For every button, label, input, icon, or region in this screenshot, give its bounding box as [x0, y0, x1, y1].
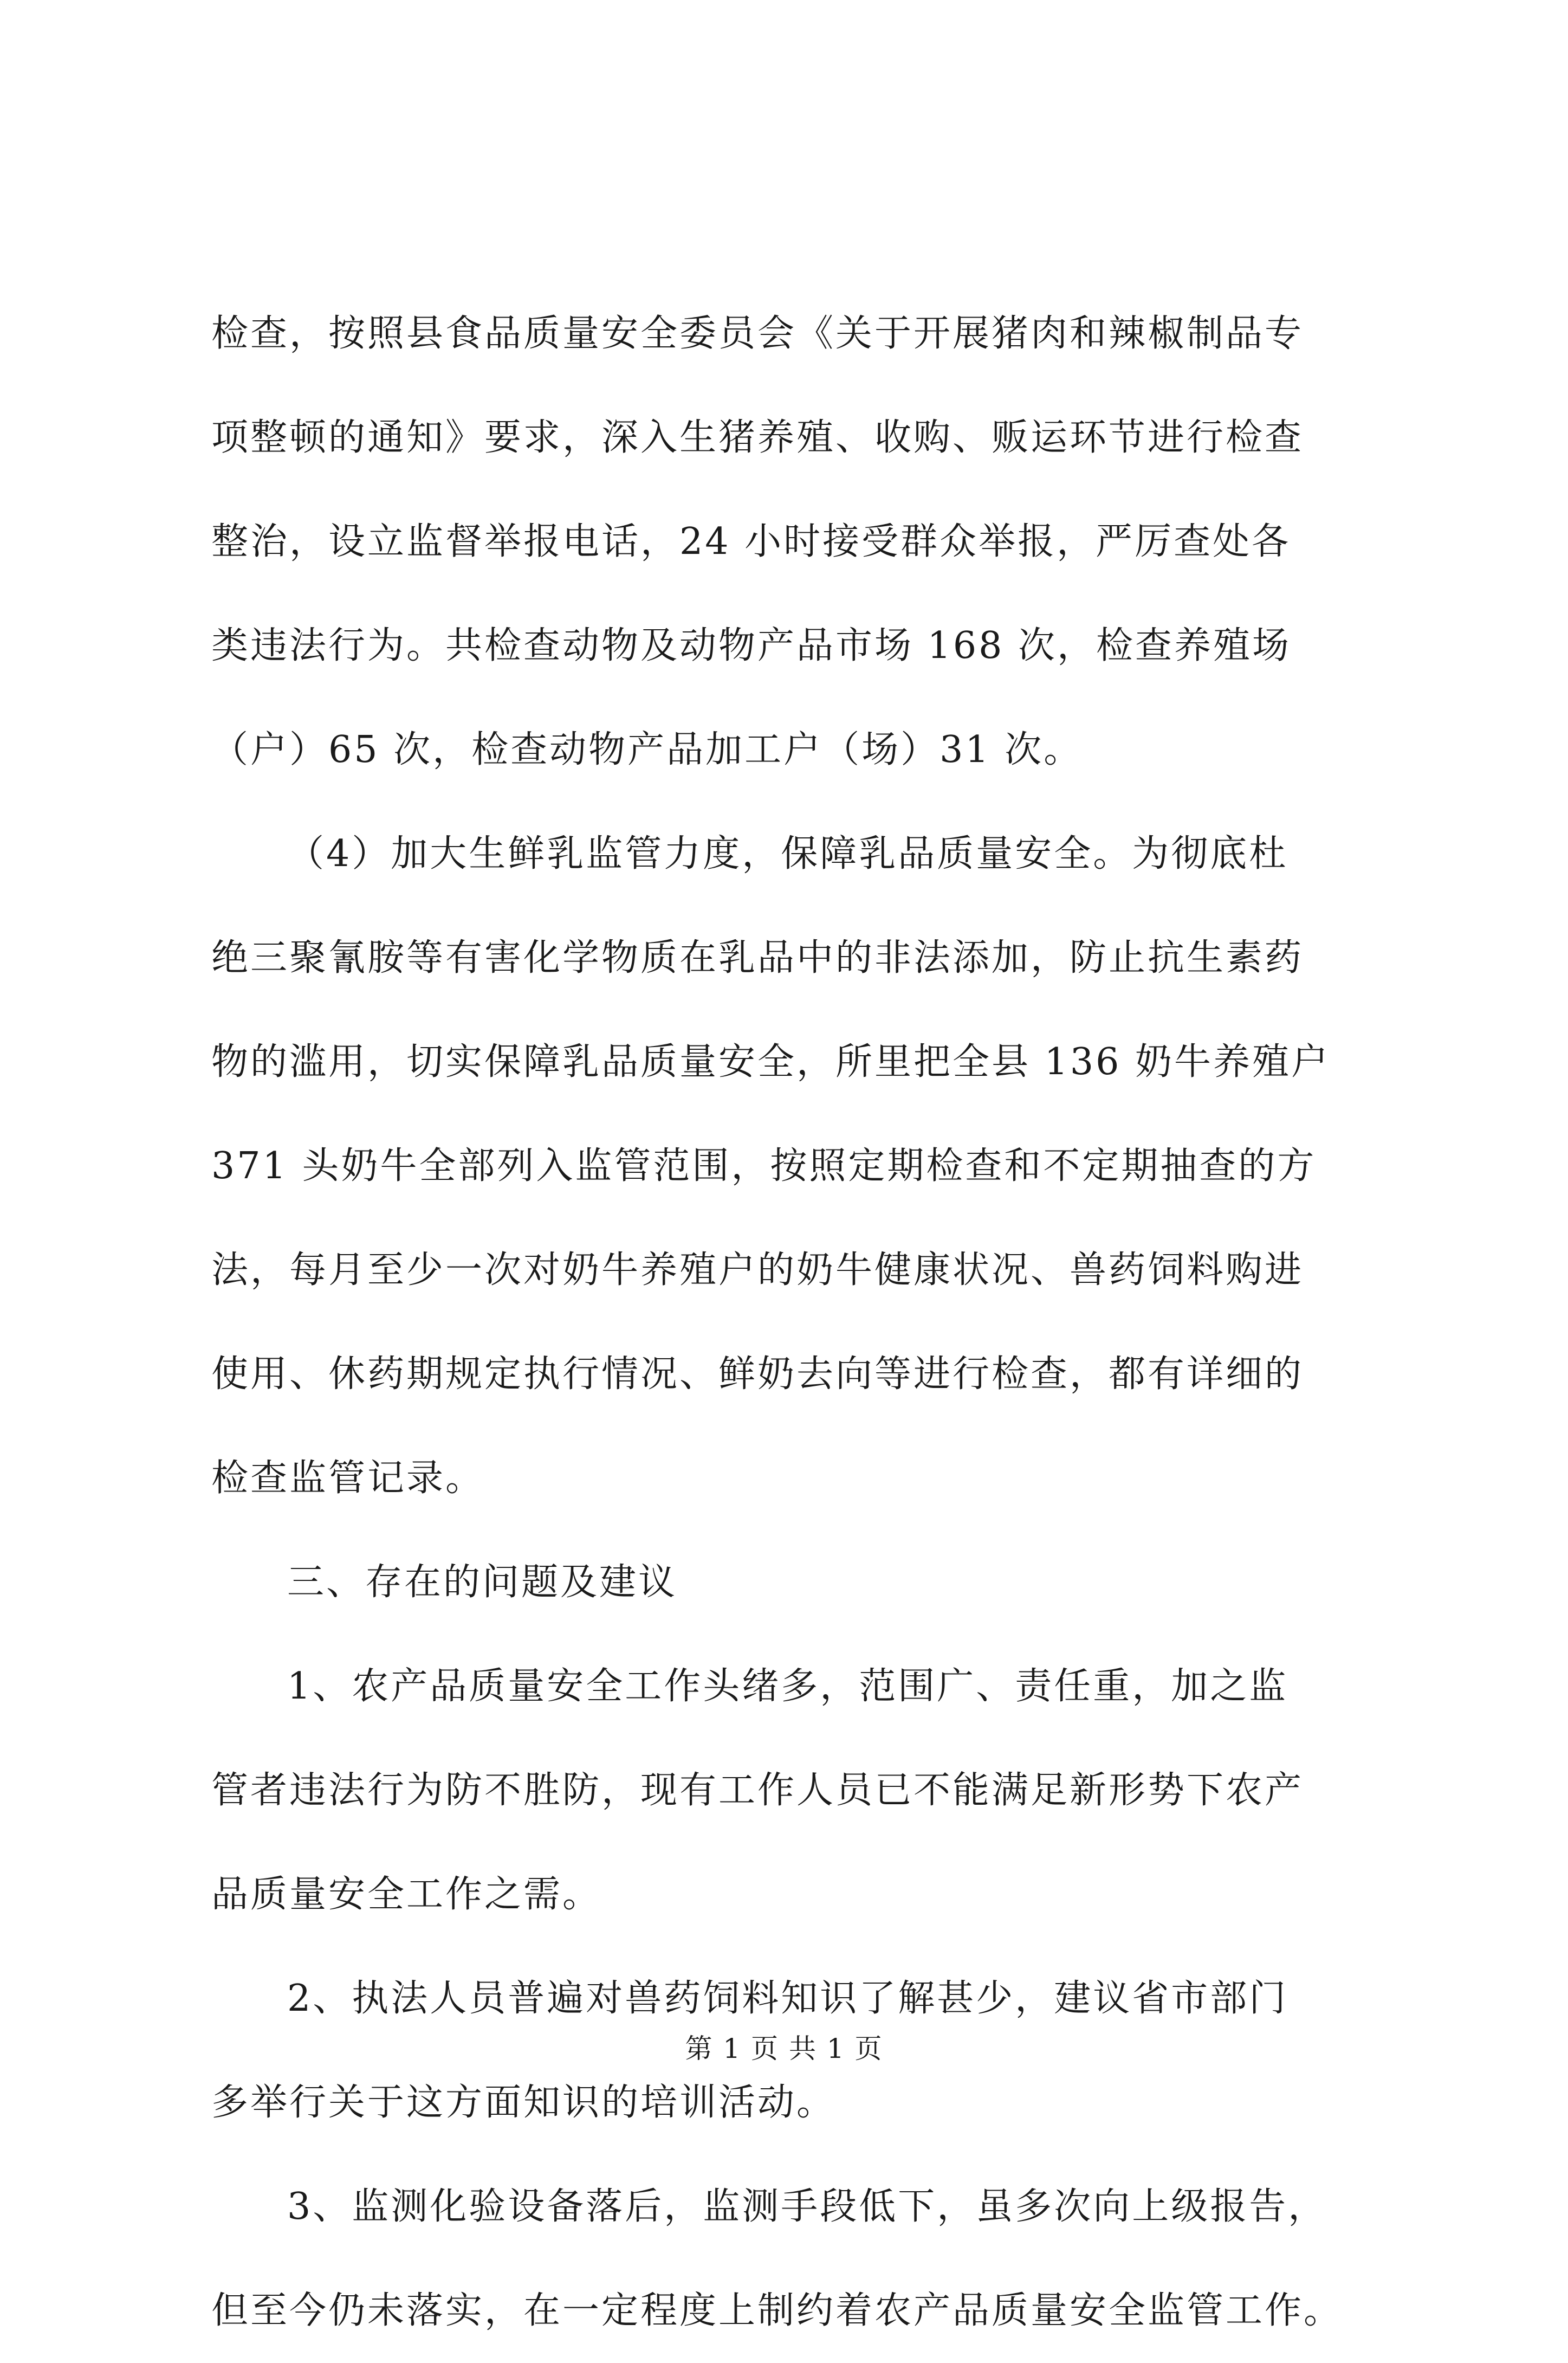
paragraph-first-line: 1、农产品质量安全工作头绪多，范围广、责任重，加之监 [287, 1665, 1288, 1708]
paragraph-first-line: 2、执法人员普遍对兽药饲料知识了解甚少，建议省市部门 [287, 1977, 1288, 2020]
body-line: 品质量安全工作之需。 [211, 1873, 602, 1916]
body-line: 371 头奶牛全部列入监管范围，按照定期检查和不定期抽查的方 [211, 1145, 1317, 1187]
body-line: 多举行关于这方面知识的培训活动。 [211, 2081, 836, 2124]
body-line: 整治，设立监督举报电话，24 小时接受群众举报，严厉查处各 [211, 520, 1291, 563]
body-line: 检查监管记录。 [211, 1457, 485, 1500]
body-line: 类违法行为。共检查动物及动物产品市场 168 次，检查养殖场 [211, 624, 1292, 667]
body-line: 使用、休药期规定执行情况、鲜奶去向等进行检查，都有详细的 [211, 1353, 1304, 1396]
body-line: （户）65 次，检查动物产品加工户（场）31 次。 [211, 728, 1083, 771]
body-line: 检查，按照县食品质量安全委员会《关于开展猪肉和辣椒制品专 [211, 312, 1304, 355]
body-line: 但至今仍未落实，在一定程度上制约着农产品质量安全监管工作。 [211, 2289, 1343, 2332]
body-line: 法，每月至少一次对奶牛养殖户的奶牛健康状况、兽药饲料购进 [211, 1249, 1304, 1292]
body-line: 物的滥用，切实保障乳品质量安全，所里把全县 136 奶牛养殖户 [211, 1041, 1331, 1083]
page-footer: 第 1 页 共 1 页 [685, 2033, 883, 2064]
paragraph-first-line: （4）加大生鲜乳监管力度，保障乳品质量安全。为彻底杜 [287, 832, 1288, 875]
paragraph-first-line: 3、监测化验设备落后，监测手段低下，虽多次向上级报告， [287, 2185, 1327, 2228]
section-heading: 三、存在的问题及建议 [287, 1561, 678, 1604]
body-line: 管者违法行为防不胜防，现有工作人员已不能满足新形势下农产 [211, 1769, 1304, 1812]
body-line: 绝三聚氰胺等有害化学物质在乳品中的非法添加，防止抗生素药 [211, 937, 1304, 979]
body-line: 项整顿的通知》要求，深入生猪养殖、收购、贩运环节进行检查 [211, 416, 1304, 459]
